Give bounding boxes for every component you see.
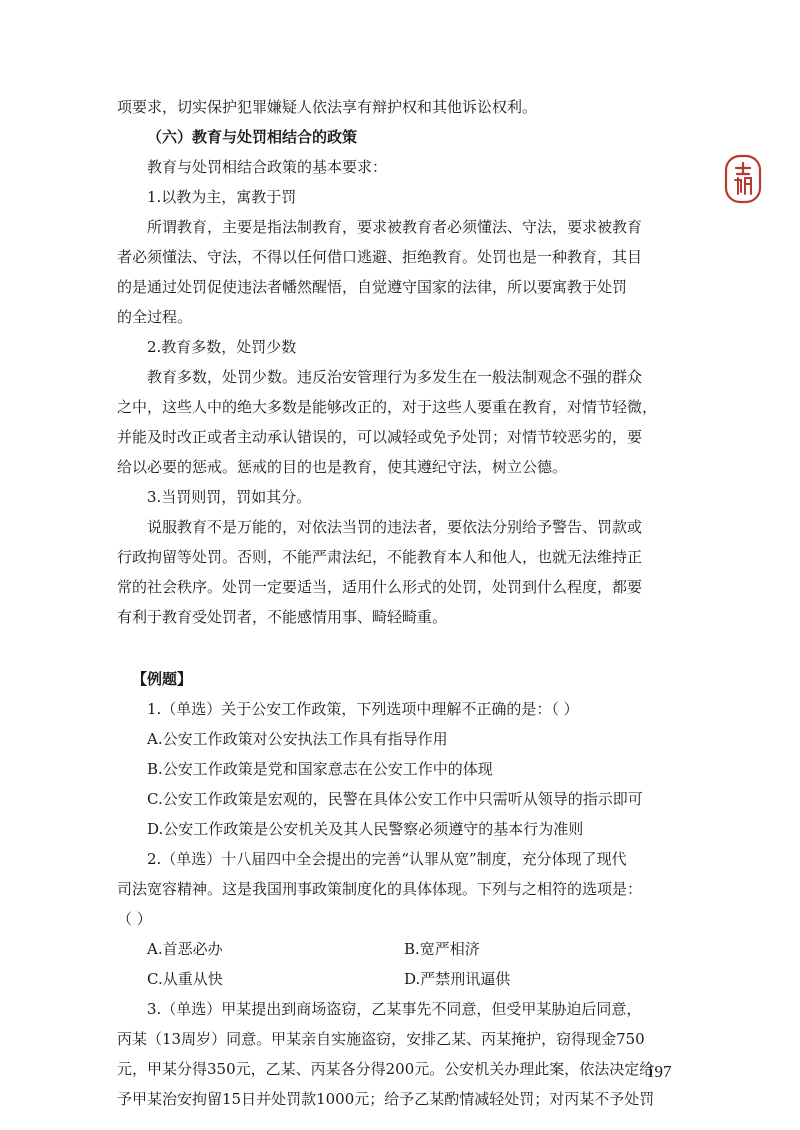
question-1-option-c: C.公安工作政策是宏观的，民警在具体公安工作中只需听从领导的指示即可 — [147, 790, 643, 808]
examples-title: 【例题】 — [132, 670, 193, 688]
paragraph-line: 并能及时改正或者主动承认错误的，可以减轻或免予处罚；对情节较恶劣的，要 — [117, 428, 643, 446]
paragraph-line: 的是通过处罚促使违法者幡然醒悟，自觉遵守国家的法律，所以要寓教于处罚 — [117, 278, 628, 296]
question-2-blank: （ ） — [117, 910, 152, 928]
paragraph-line: 有利于教育受处罚者，不能感情用事、畸轻畸重。 — [117, 608, 448, 626]
question-2-stem: 司法宽容精神。这是我国刑事政策制度化的具体体现。下列与之相符的选项是： — [117, 880, 643, 898]
page-number: 197 — [646, 1062, 672, 1081]
page-body — [117, 92, 687, 1114]
question-2-options-row — [117, 934, 687, 964]
question-1-option-b: B.公安工作政策是党和国家意志在公安工作中的体现 — [147, 760, 493, 778]
question-1-option-a: A.公安工作政策对公安执法工作具有指导作用 — [147, 730, 448, 748]
paragraph-line: 说服教育不是万能的，对依法当罚的违法者，要依法分别给予警告、罚款或 — [147, 518, 643, 536]
paragraph-line: 之中，这些人中的绝大多数是能够改正的，对于这些人要重在教育，对情节轻微， — [117, 398, 658, 416]
paragraph-line: 项要求，切实保护犯罪嫌疑人依法享有辩护权和其他诉讼权利。 — [117, 98, 538, 116]
paragraph-line: 者必须懂法、守法，不得以任何借口逃避、拒绝教育。处罚也是一种教育，其目 — [117, 248, 643, 266]
spacer — [117, 632, 687, 664]
paragraph-line: 教育多数，处罚少数。违反治安管理行为多发生在一般法制观念不强的群众 — [147, 368, 643, 386]
seal-stamp-icon — [724, 154, 762, 204]
question-3-line: 元，甲某分得350元，乙某、丙某各分得200元。公安机关办理此案，依法决定给 — [117, 1060, 655, 1078]
question-2-stem: 2.（单选）十八届四中全会提出的完善“认罪从宽”制度，充分体现了现代 — [147, 850, 627, 868]
item3-title: 3.当罚则罚，罚如其分。 — [147, 488, 312, 506]
question-2-option-b: B.宽严相济 — [404, 940, 480, 958]
question-2-option-a: A.首恶必办 — [147, 940, 223, 958]
section-heading: （六）教育与处罚相结合的政策 — [147, 128, 358, 146]
item1-title: 1.以教为主，寓教于罚 — [147, 188, 297, 206]
paragraph-line: 所谓教育，主要是指法制教育，要求被教育者必须懂法、守法，要求被教育 — [147, 218, 643, 236]
paragraph-intro: 教育与处罚相结合政策的基本要求： — [147, 158, 388, 176]
question-2-options-row — [117, 964, 687, 994]
question-1-stem: 1.（单选）关于公安工作政策，下列选项中理解不正确的是：（ ） — [147, 700, 579, 718]
paragraph-line: 的全过程。 — [117, 308, 193, 326]
paragraph-line: 常的社会秩序。处罚一定要适当，适用什么形式的处罚，处罚到什么程度，都要 — [117, 578, 643, 596]
question-3-line: 予甲某治安拘留15日并处罚款1000元；给予乙某酌情减轻处罚；对丙某不予处罚 — [117, 1090, 655, 1108]
item2-title: 2.教育多数，处罚少数 — [147, 338, 297, 356]
question-3-line: 丙某（13周岁）同意。甲某亲自实施盗窃，安排乙某、丙某掩护，窃得现金750 — [117, 1030, 645, 1048]
paragraph-line: 给以必要的惩戒。惩戒的目的也是教育，使其遵纪守法，树立公德。 — [117, 458, 568, 476]
question-1-option-d: D.公安工作政策是公安机关及其人民警察必须遵守的基本行为准则 — [147, 820, 584, 838]
paragraph-line: 行政拘留等处罚。否则，不能严肃法纪，不能教育本人和他人，也就无法维持正 — [117, 548, 643, 566]
question-2-option-d: D.严禁刑讯逼供 — [404, 970, 511, 988]
question-3-line: 3.（单选）甲某提出到商场盗窃，乙某事先不同意，但受甲某胁迫后同意， — [147, 1000, 642, 1018]
question-2-option-c: C.从重从快 — [147, 970, 223, 988]
